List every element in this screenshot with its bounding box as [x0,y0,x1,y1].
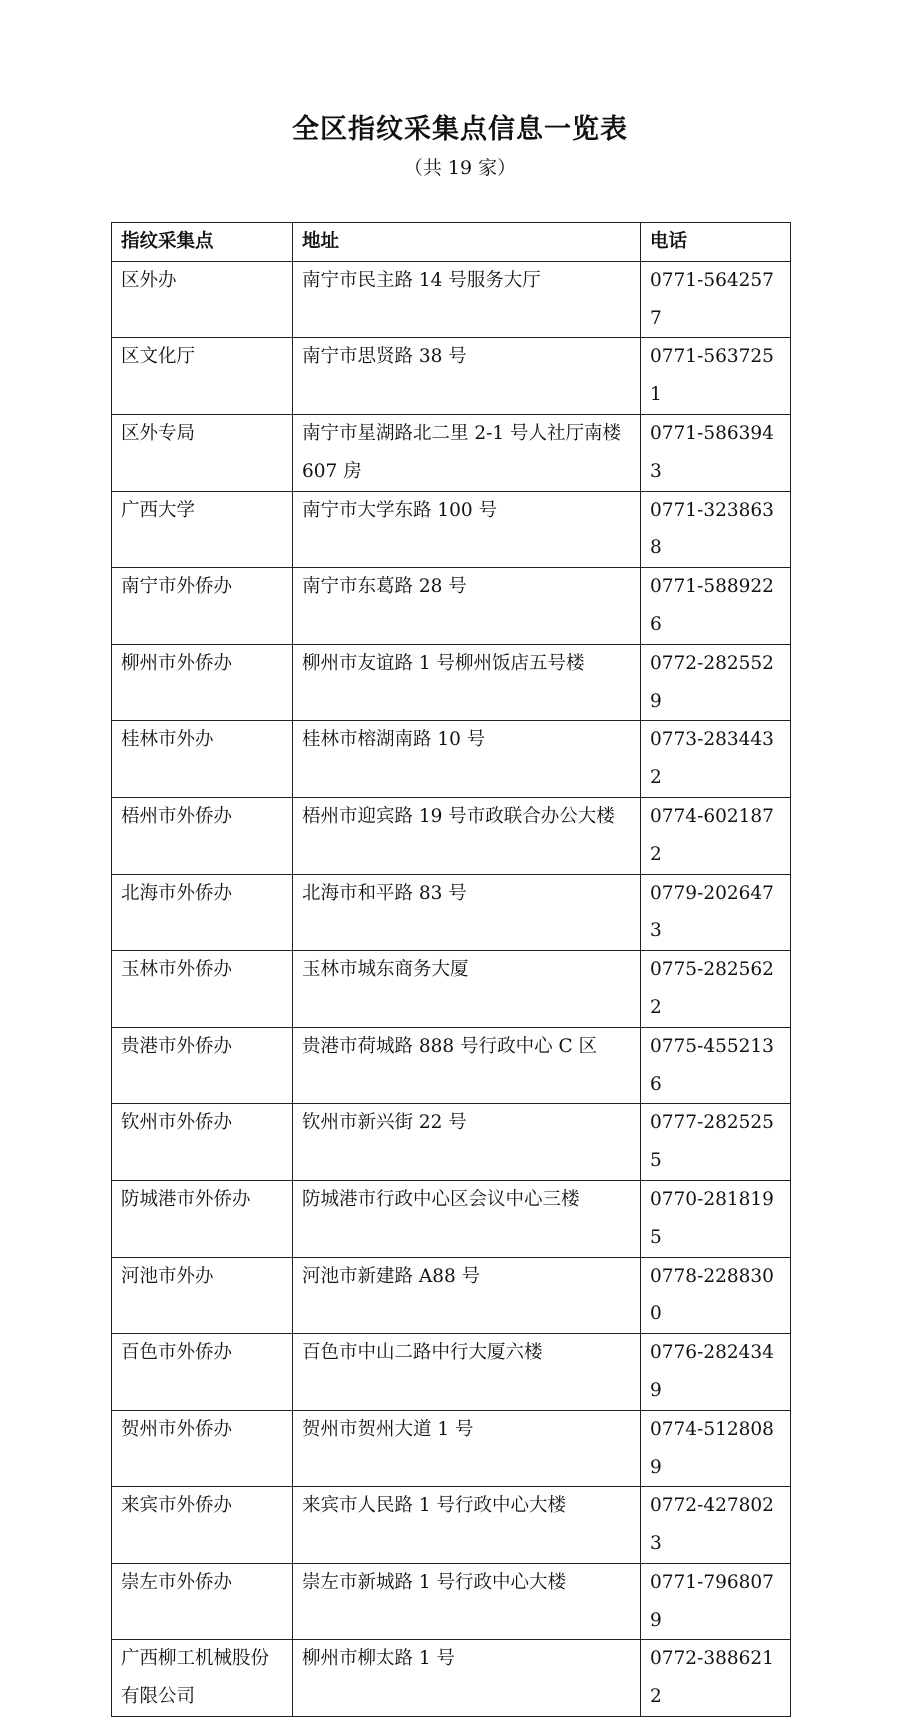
cell-phone: 0770-2818195 [641,1180,791,1257]
cell-phone: 0772-2825529 [641,644,791,721]
table-row [112,568,791,645]
cell-address: 柳州市友谊路 1 号柳州饭店五号楼 [293,644,641,721]
cell-address: 柳州市柳太路 1 号 [293,1640,641,1717]
cell-address: 崇左市新城路 1 号行政中心大楼 [293,1563,641,1640]
header-name: 指纹采集点 [112,223,293,262]
cell-name: 梧州市外侨办 [112,797,293,874]
cell-name: 桂林市外办 [112,721,293,798]
cell-name: 贺州市外侨办 [112,1410,293,1487]
cell-phone: 0771-7968079 [641,1563,791,1640]
cell-phone: 0776-2824349 [641,1334,791,1411]
page-subtitle: （共 19 家） [403,157,517,179]
cell-address: 百色市中山二路中行大厦六楼 [293,1334,641,1411]
table-row [112,1487,791,1564]
cell-address: 梧州市迎宾路 19 号市政联合办公大楼 [293,797,641,874]
table-row [112,491,791,568]
cell-address: 南宁市星湖路北二里 2-1 号人社厅南楼 607 房 [293,414,641,491]
cell-phone: 0771-5863943 [641,414,791,491]
cell-name: 防城港市外侨办 [112,1180,293,1257]
cell-phone: 0777-2825255 [641,1104,791,1181]
cell-phone: 0771-5642577 [641,261,791,338]
cell-phone: 0779-2026473 [641,874,791,951]
cell-name: 贵港市外侨办 [112,1027,293,1104]
cell-name: 钦州市外侨办 [112,1104,293,1181]
cell-name: 玉林市外侨办 [112,951,293,1028]
cell-address: 贵港市荷城路 888 号行政中心 C 区 [293,1027,641,1104]
cell-phone: 0771-5889226 [641,568,791,645]
cell-name: 百色市外侨办 [112,1334,293,1411]
cell-address: 玉林市城东商务大厦 [293,951,641,1028]
table-row [112,1104,791,1181]
cell-address: 南宁市民主路 14 号服务大厅 [293,261,641,338]
cell-name: 广西大学 [112,491,293,568]
table-row [112,951,791,1028]
cell-name: 区外专局 [112,414,293,491]
cell-name: 广西柳工机械股份有限公司 [112,1640,293,1717]
cell-name: 南宁市外侨办 [112,568,293,645]
table-row [112,1334,791,1411]
table-row [112,338,791,415]
cell-phone: 0771-3238638 [641,491,791,568]
cell-phone: 0778-2288300 [641,1257,791,1334]
cell-address: 贺州市贺州大道 1 号 [293,1410,641,1487]
cell-phone: 0774-6021872 [641,797,791,874]
table-row [112,261,791,338]
cell-phone: 0775-4552136 [641,1027,791,1104]
cell-address: 南宁市思贤路 38 号 [293,338,641,415]
table-row [112,1180,791,1257]
cell-name: 崇左市外侨办 [112,1563,293,1640]
cell-name: 北海市外侨办 [112,874,293,951]
cell-address: 北海市和平路 83 号 [293,874,641,951]
table-row [112,1027,791,1104]
table-row [112,1563,791,1640]
cell-address: 来宾市人民路 1 号行政中心大楼 [293,1487,641,1564]
table-header-row [112,223,791,262]
cell-address: 南宁市大学东路 100 号 [293,491,641,568]
table-row [112,797,791,874]
cell-phone: 0773-2834432 [641,721,791,798]
table-row [112,874,791,951]
cell-phone: 0771-5637251 [641,338,791,415]
cell-phone: 0774-5128089 [641,1410,791,1487]
table-row [112,1410,791,1487]
table-row [112,1640,791,1717]
table-row [112,414,791,491]
cell-address: 钦州市新兴街 22 号 [293,1104,641,1181]
header-address: 地址 [293,223,641,262]
cell-name: 区文化厅 [112,338,293,415]
table-row [112,1257,791,1334]
header-phone: 电话 [641,223,791,262]
cell-name: 柳州市外侨办 [112,644,293,721]
table-row [112,721,791,798]
collection-points-table [111,222,791,1717]
cell-address: 防城港市行政中心区会议中心三楼 [293,1180,641,1257]
cell-name: 区外办 [112,261,293,338]
cell-phone: 0772-3886212 [641,1640,791,1717]
cell-name: 河池市外办 [112,1257,293,1334]
cell-phone: 0775-2825622 [641,951,791,1028]
cell-name: 来宾市外侨办 [112,1487,293,1564]
table-row [112,644,791,721]
cell-address: 南宁市东葛路 28 号 [293,568,641,645]
cell-address: 河池市新建路 A88 号 [293,1257,641,1334]
cell-address: 桂林市榕湖南路 10 号 [293,721,641,798]
page-title: 全区指纹采集点信息一览表 [292,114,628,145]
cell-phone: 0772-4278023 [641,1487,791,1564]
